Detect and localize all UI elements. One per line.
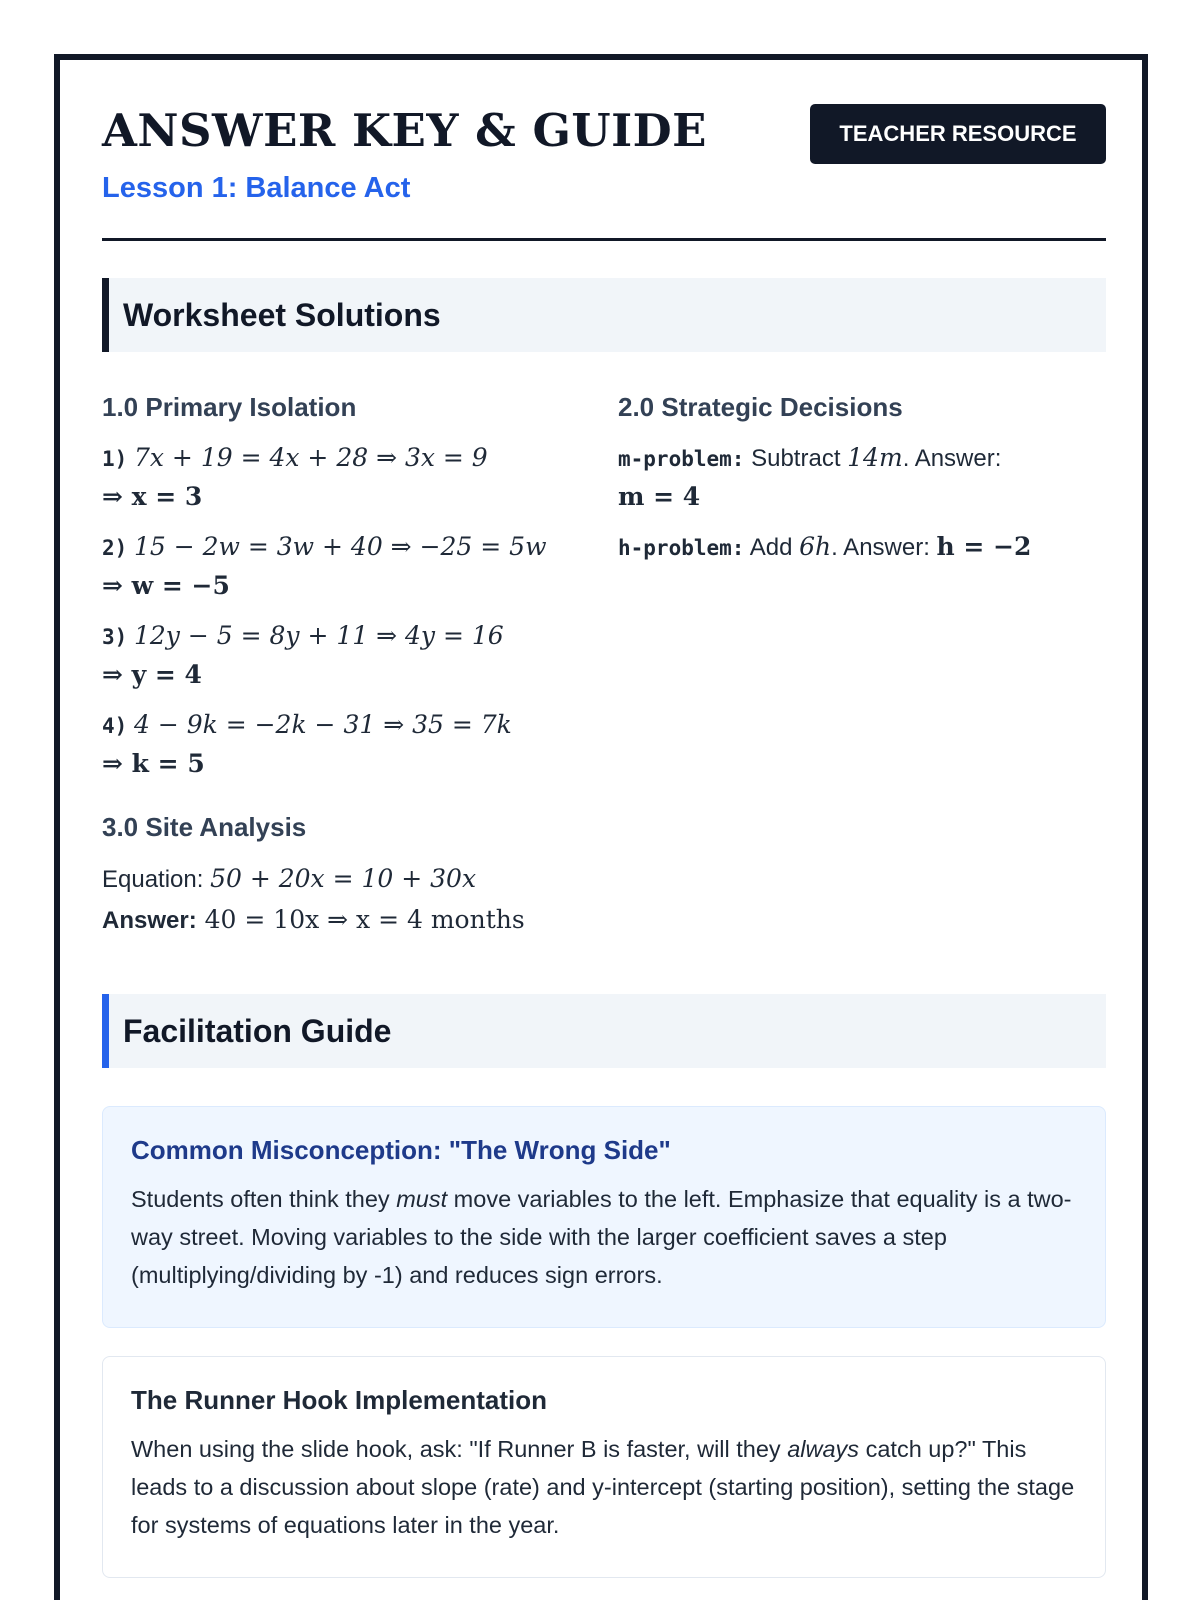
- runner-hook-title: The Runner Hook Implementation: [131, 1385, 548, 1415]
- site-equation-line: [102, 859, 702, 900]
- h-problem-answer: h = −2: [936, 532, 1032, 561]
- m-problem-pre: Subtract: [744, 445, 848, 472]
- teacher-resource-badge: TEACHER RESOURCE: [810, 104, 1106, 164]
- h-problem-post: . Answer:: [831, 534, 937, 561]
- misconception-text: Students often think they: [131, 1186, 397, 1212]
- m-problem-solution: [618, 439, 1106, 516]
- misconception-text-continued: move variables to the left. Emphasize that equality is a two-way street. Moving variables to the side with the larger coefficient saves a step (multiplying/dividing by -1) and reduces sign errors.: [131, 1186, 1072, 1288]
- site-answer: 40 = 10x ⇒ x = 4 months: [196, 905, 525, 934]
- h-problem-pre: Add: [744, 534, 800, 561]
- runner-hook-emphasis: always: [787, 1436, 860, 1462]
- primary-isolation-heading: 1.0 Primary Isolation: [102, 392, 357, 422]
- site-answer-line: [102, 900, 702, 941]
- problem-number: 2): [102, 536, 128, 560]
- misconception-emphasis: must: [396, 1186, 448, 1212]
- answer-key-sheet: [54, 54, 1148, 1600]
- solution-equation: 12y − 5 = 8y + 11 ⇒ 4y = 16: [133, 621, 504, 650]
- m-problem-label: m-problem:: [618, 447, 745, 471]
- runner-hook-callout: [102, 1356, 1106, 1578]
- solution-equation: 4 − 9k = −2k − 31 ⇒ 35 = 7k: [133, 710, 512, 739]
- solution-equation: 15 − 2w = 3w + 40 ⇒ −25 = 5w: [133, 532, 547, 561]
- solution-item: [102, 439, 602, 516]
- primary-isolation-section: [102, 392, 602, 795]
- equation-label: Equation:: [102, 866, 211, 893]
- h-problem-expr: 6h: [799, 532, 832, 561]
- solution-answer: ⇒ w = −5: [102, 571, 230, 600]
- misconception-callout: [102, 1106, 1106, 1328]
- runner-hook-text-continued: catch up?" This leads to a discussion about slope (rate) and y-intercept (starting position), setting the stage for systems of equations later in the year.: [131, 1436, 1075, 1538]
- strategic-decisions-heading: 2.0 Strategic Decisions: [618, 392, 903, 422]
- solution-answer: ⇒ y = 4: [102, 660, 202, 689]
- solution-item: [102, 617, 602, 694]
- problem-number: 3): [102, 625, 128, 649]
- page-title: ANSWER KEY & GUIDE: [102, 104, 707, 157]
- misconception-title: Common Misconception: "The Wrong Side": [131, 1135, 671, 1165]
- lesson-subtitle: Lesson 1: Balance Act: [102, 172, 411, 204]
- answer-label: Answer:: [102, 907, 197, 934]
- runner-hook-text: When using the slide hook, ask: "If Runner B is faster, will they: [131, 1436, 788, 1462]
- facilitation-guide-heading: Facilitation Guide: [102, 994, 1106, 1068]
- h-problem-label: h-problem:: [618, 536, 745, 560]
- solution-answer: ⇒ x = 3: [102, 482, 203, 511]
- runner-hook-body: [131, 1430, 1077, 1544]
- solution-answer: ⇒ k = 5: [102, 749, 205, 778]
- site-analysis-heading: 3.0 Site Analysis: [102, 812, 307, 842]
- m-problem-answer: m = 4: [618, 482, 701, 511]
- problem-number: 1): [102, 447, 128, 471]
- site-analysis-section: [102, 812, 702, 941]
- misconception-body: [131, 1180, 1077, 1294]
- problem-number: 4): [102, 714, 128, 738]
- page-header: [102, 60, 1106, 241]
- worksheet-solutions-heading: Worksheet Solutions: [102, 278, 1106, 352]
- solution-item: [102, 706, 602, 783]
- solution-item: [102, 528, 602, 605]
- solution-equation: 7x + 19 = 4x + 28 ⇒ 3x = 9: [133, 443, 488, 472]
- strategic-decisions-section: [618, 392, 1106, 579]
- site-equation: 50 + 20x = 10 + 30x: [210, 864, 477, 893]
- m-problem-post: . Answer:: [902, 445, 1002, 472]
- m-problem-expr: 14m: [847, 443, 903, 472]
- h-problem-solution: [618, 528, 1106, 567]
